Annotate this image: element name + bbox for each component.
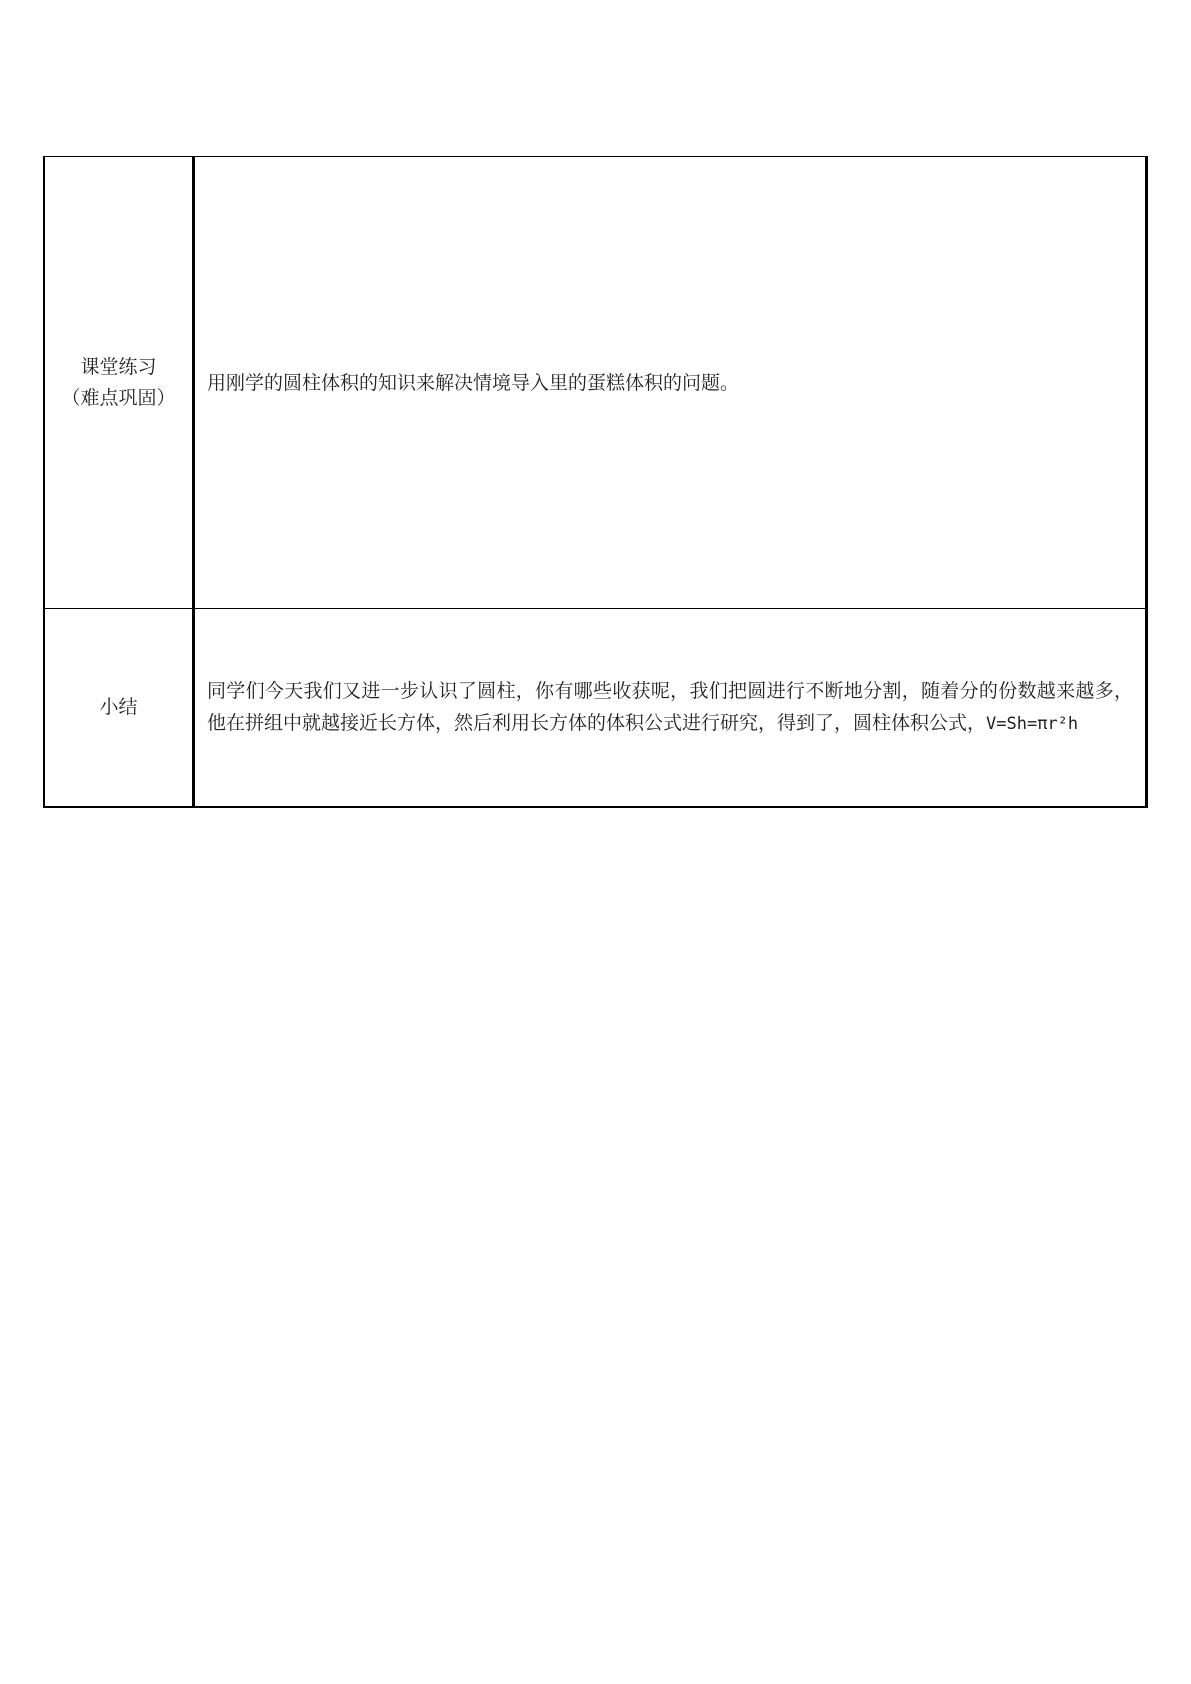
summary-body: 同学们今天我们又进一步认识了圆柱，你有哪些收获呢，我们把圆进行不断地分割，随着分的份数越来越多，他在拼组中就越接近长方体，然后利用长方体的体积公式进行研究，得到了，圆柱体积公式， xyxy=(207,680,1133,734)
row-label-text: 小结 xyxy=(99,696,138,718)
row-content-practice xyxy=(194,157,1147,609)
volume-formula: V=Sh=πr²h xyxy=(986,714,1079,734)
practice-text: 用刚学的圆柱体积的知识来解决情境导入里的蛋糕体积的问题。 xyxy=(207,371,740,394)
table-row xyxy=(44,609,1147,808)
lesson-plan-table xyxy=(43,156,1148,808)
row-label-subtext: （难点巩固） xyxy=(61,386,176,409)
row-content-summary xyxy=(194,609,1147,808)
row-label-text: 课堂练习 xyxy=(80,355,157,378)
summary-text xyxy=(207,675,1133,740)
table-row xyxy=(44,157,1147,609)
row-label-practice xyxy=(44,157,194,609)
row-label-summary xyxy=(44,609,194,808)
